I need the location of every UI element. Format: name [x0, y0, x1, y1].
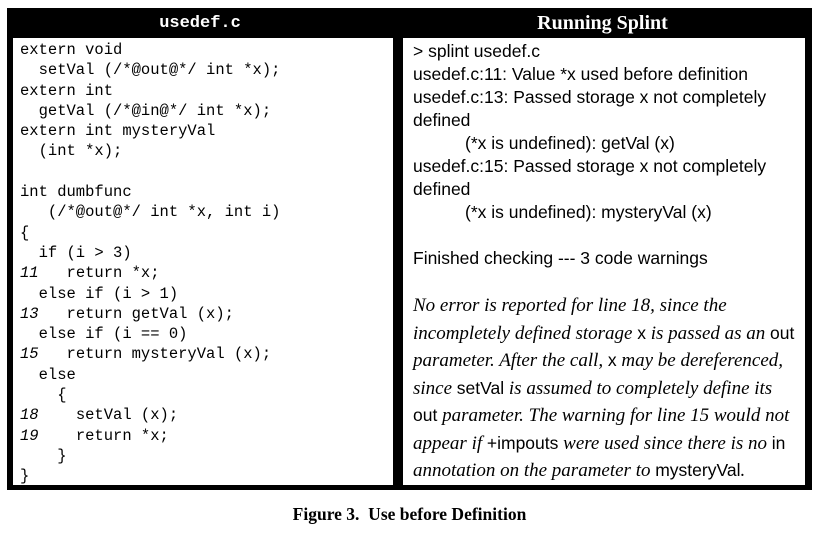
commentary-text: parameter. The warning for line 15 would not appear if	[413, 405, 790, 454]
code-token: x	[607, 350, 617, 370]
right-column-header: Running Splint	[537, 11, 668, 34]
code-line-number: 13	[20, 304, 39, 323]
commentary-text: were used since there is no	[558, 432, 772, 454]
code-line	[20, 365, 391, 385]
code-line	[20, 60, 391, 80]
code-line-text: {	[20, 223, 30, 242]
code-line-text: (int *x);	[20, 142, 123, 161]
code-line-text	[20, 163, 29, 181]
splint-output-line: (*x is undefined): getVal (x)	[465, 133, 675, 153]
code-line	[20, 141, 391, 161]
code-line	[20, 223, 391, 243]
code-line	[20, 121, 391, 141]
code-line	[20, 284, 391, 304]
code-line-text: return getVal (x);	[38, 304, 234, 323]
left-column-header: usedef.c	[159, 13, 241, 33]
splint-output-line: usedef.c:13: Passed storage x not completely	[413, 87, 767, 107]
code-line	[20, 446, 391, 466]
code-line-text: }	[20, 467, 30, 485]
code-line	[20, 426, 391, 446]
code-line	[20, 304, 391, 324]
splint-output-line: Finished checking --- 3 code warnings	[413, 248, 708, 268]
code-line	[20, 81, 391, 101]
code-line-text: return mysteryVal (x);	[38, 345, 272, 364]
code-line	[20, 162, 391, 182]
code-line-text: else if (i > 1)	[20, 284, 179, 303]
commentary-text: is assumed to completely define its	[504, 377, 773, 399]
code-line	[20, 385, 391, 405]
code-line-text: extern int mysteryVal	[20, 122, 216, 141]
code-token: out	[770, 322, 795, 343]
commentary-text: may be dereferenced, since	[413, 350, 783, 399]
code-line-text: int dumbfunc	[20, 183, 132, 202]
figure-caption: Figure 3. Use before Definition	[292, 504, 527, 524]
code-line	[20, 324, 391, 344]
code-line	[20, 263, 391, 283]
code-line-number: 11	[20, 264, 39, 283]
commentary-text: .	[740, 460, 746, 481]
code-line-text: {	[20, 386, 67, 405]
code-token: in	[771, 432, 786, 453]
splint-output-line: (*x is undefined): mysteryVal (x)	[465, 202, 712, 222]
commentary-text: is passed as an	[646, 322, 771, 344]
code-line-text: getVal (/*@in@*/ int *x);	[20, 101, 272, 120]
splint-output	[413, 40, 799, 270]
splint-output-line: defined	[413, 179, 471, 199]
code-line-text: (/*@out@*/ int *x, int i)	[20, 203, 281, 222]
code-token: mysteryVal	[655, 460, 741, 480]
code-token: +impouts	[486, 432, 559, 453]
commentary-text: No error is reported for line 18, since the incompletely defined storage	[413, 295, 727, 344]
code-line-text: }	[20, 446, 67, 465]
splint-output-panel	[403, 38, 805, 485]
code-token: out	[413, 405, 438, 425]
code-line-text: return *x;	[38, 426, 169, 445]
code-line-text: return *x;	[38, 264, 160, 283]
splint-output-line: usedef.c:15: Passed storage x not completely	[413, 156, 767, 176]
code-line	[20, 202, 391, 222]
code-line	[20, 466, 391, 485]
code-line-number: 19	[20, 426, 39, 445]
table-body-row	[7, 38, 812, 490]
code-line-text: if (i > 3)	[20, 243, 132, 262]
commentary-text: annotation on the parameter to	[413, 460, 656, 481]
splint-output-line	[413, 224, 799, 247]
code-listing	[13, 38, 393, 485]
splint-output-line: > splint usedef.c	[413, 41, 540, 61]
commentary-text: parameter. After the call,	[413, 350, 608, 371]
figure-table	[7, 8, 812, 490]
code-line-text: setVal (/*@out@*/ int *x);	[20, 61, 281, 80]
code-line	[20, 182, 391, 202]
code-line-text: else if (i == 0)	[20, 325, 188, 344]
splint-output-line: usedef.c:11: Value *x used before definition	[413, 64, 748, 84]
code-token: setVal	[456, 377, 505, 398]
code-line-number: 15	[20, 345, 39, 364]
commentary-paragraph	[413, 293, 799, 485]
code-line	[20, 101, 391, 121]
code-line	[20, 40, 391, 60]
code-line	[20, 243, 391, 263]
code-line-text: extern void	[20, 41, 123, 59]
code-line-text: setVal (x);	[38, 406, 179, 425]
code-line	[20, 344, 391, 364]
splint-output-line: defined	[413, 110, 471, 130]
code-line-number: 18	[20, 406, 39, 425]
code-token: x	[637, 322, 646, 343]
code-line-text: else	[20, 365, 76, 384]
code-line	[20, 405, 391, 425]
code-line-text: extern int	[20, 81, 114, 100]
table-header-row	[7, 8, 812, 38]
